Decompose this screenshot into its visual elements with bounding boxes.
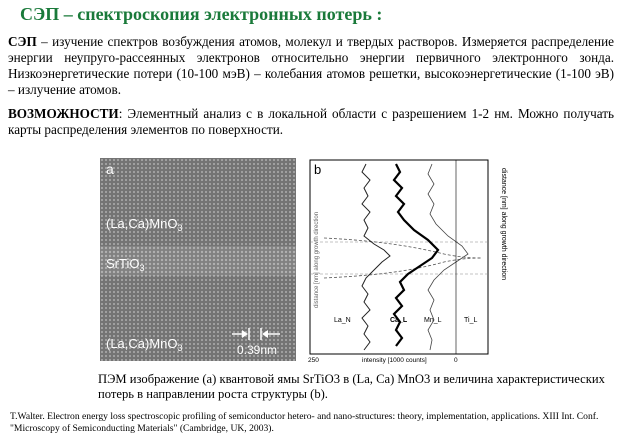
curve-label-la: La_N bbox=[334, 317, 351, 324]
capabilities-text: : Элементный анализ с в локальной области с разрешением 1-2 нм. Можно получать карты распределения элементов по поверхности. bbox=[8, 106, 614, 137]
y-axis-label: distance [nm] along growth direction bbox=[500, 168, 507, 281]
intro-paragraph bbox=[8, 34, 614, 98]
eels-profile-plot bbox=[304, 158, 520, 364]
reference: T.Walter. Electron energy loss spectroscopic profiling of semiconductor hetero- and nano-structures: theory, implementation, applications. XIII Int. Conf. "Microscopy of Semiconducting Materials" (Cambridge, UK, 2003). bbox=[10, 411, 599, 434]
y-axis-left-label: distance [nm] along growth direction bbox=[314, 211, 320, 308]
layer-mid-label: SrTiO$_3$ bbox=[106, 256, 145, 273]
intro-term: СЭП bbox=[8, 34, 37, 49]
panel-a-label: a bbox=[106, 161, 114, 177]
curve-label-ca: Ca_L bbox=[390, 317, 408, 324]
x-axis-label: intensity [1000 counts] bbox=[362, 357, 427, 364]
scale-label: 0.39nm bbox=[237, 343, 278, 357]
capabilities-paragraph bbox=[8, 106, 614, 138]
layer-top-label: (La,Ca)MnO$_3$ bbox=[106, 216, 183, 233]
x-tick-right: 0 bbox=[454, 357, 458, 364]
figure-caption: ПЭМ изображение (а) квантовой ямы SrTiO3 в (La, Ca) MnO3 и величина характеристических потерь в направлении роста структуры (b). bbox=[98, 372, 605, 401]
layer-bottom-label: (La,Ca)MnO$_3$ bbox=[106, 336, 183, 353]
x-tick-left: 250 bbox=[308, 357, 319, 364]
panel-b-label: b bbox=[314, 162, 322, 177]
slide-title: СЭП – спектроскопия электронных потерь : bbox=[20, 4, 383, 24]
capabilities-term: ВОЗМОЖНОСТИ bbox=[8, 106, 119, 121]
intro-text: – изучение спектров возбуждения атомов, молекул и твердых растворов. Измеряется распределение энергии неупруго-рассеянных электронов относительно энергии первичного электронного зонда. Низкоэнергетические потери (10-100 мэВ) – колебания атомов решетки, высокоэнергетические (1-100 эВ) – излучение атомов. bbox=[8, 34, 614, 97]
curve-label-ti: Ti_L bbox=[464, 317, 478, 324]
curve-label-mn: Mn_L bbox=[424, 317, 442, 324]
tem-image bbox=[100, 158, 296, 361]
